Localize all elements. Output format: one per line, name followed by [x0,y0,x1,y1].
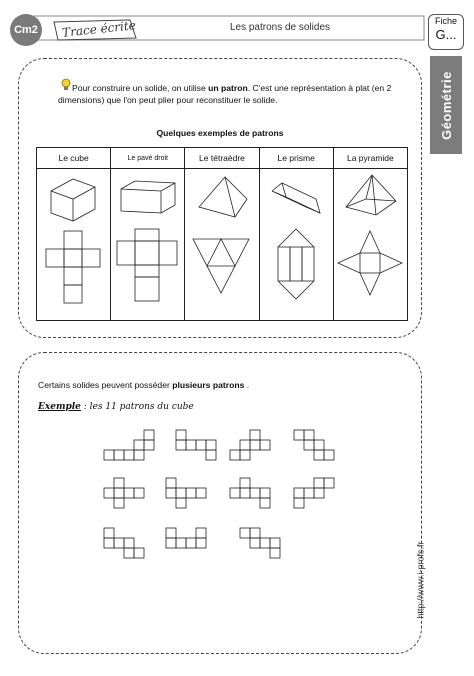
col-header-pyramide: La pyramide [333,148,407,169]
exemple-text: : les 11 patrons du cube [80,402,194,412]
col-header-cube: Le cube [37,148,111,169]
cube-net-10-icon [166,528,206,548]
tetraedre-net-icon [193,239,249,293]
col-header-pave: Le pavé droit [111,148,185,169]
plusieurs-patrons-text [38,380,249,390]
cube-nets-illustration [100,424,400,564]
pyramide-cell [333,169,407,321]
subject-tab [430,56,462,154]
subject-label: Géométrie [438,70,454,140]
tetraedre-solid-icon [199,177,247,217]
cube-net-9-icon [104,528,144,558]
cube-net-6-icon [166,478,206,508]
page-title: Les patrons de solides [229,22,331,33]
definition-post: . C'est une représentation à plat (en 2 dimensions) que l'on peut plier pour reconstituer le solide. [58,83,392,105]
patrons-table [36,147,408,321]
level-badge: Cm2 [10,14,42,46]
cube-net-icon [46,231,100,303]
tetraedre-cell [185,169,259,321]
exemple-line [38,402,194,412]
definition-pre: Pour construire un solide, on utilise [72,83,209,93]
definition-bold: un patron [208,83,248,93]
cube-net-7-icon [230,478,270,508]
footer-url [415,520,456,650]
fiche-box [428,14,464,50]
fiche-code: G... [435,27,457,42]
cube-net-4-icon [294,430,334,460]
cube-net-11-icon [240,528,280,558]
fiche-label: Fiche [434,16,457,26]
plusieurs-bold: plusieurs patrons [172,380,245,390]
pave-net-icon [117,229,177,301]
cube-solid-icon [51,179,95,221]
pave-cell [111,169,185,321]
definition-text [58,82,398,106]
pave-solid-icon [121,181,175,213]
plusieurs-pre: Certains solides peuvent posséder [38,380,173,390]
exemple-label: Exemple [38,402,81,412]
prisme-solid-icon [272,183,320,213]
footer-url-text: http://www.i-profs.fr [415,541,426,619]
col-header-tetraedre: Le tétraèdre [185,148,259,169]
prisme-net-icon [278,229,314,299]
prisme-cell [259,169,333,321]
pyramide-solid-icon [346,175,396,215]
cube-net-8-icon [294,478,334,508]
trace-ecrite-label: Trace écrite [61,18,137,40]
examples-title: Quelques exemples de patrons [156,128,284,138]
cube-cell [37,169,111,321]
plusieurs-post: . [244,380,250,390]
cube-net-2-icon [176,430,216,460]
cube-net-1-icon [104,430,154,460]
cube-net-3-icon [230,430,270,460]
pyramide-net-icon [338,231,402,295]
col-header-prisme: Le prisme [259,148,333,169]
cube-net-5-icon [104,478,144,508]
